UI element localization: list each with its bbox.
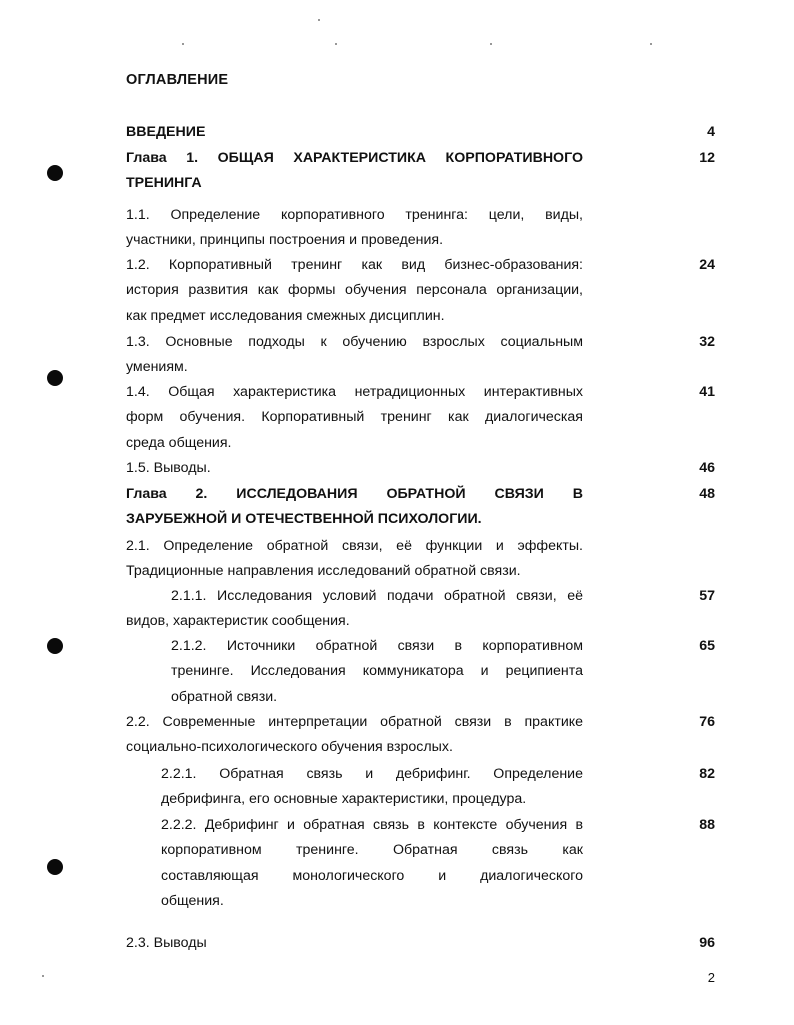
toc-entry [161,762,583,813]
toc-entry-text: история развития как формы обучения персонала организации, [126,282,583,299]
scan-speck [318,19,320,21]
toc-entry-text: 1.4. Общая характеристика нетрадиционных интерактивных [126,384,583,400]
toc-page-number: 24 [699,257,715,273]
toc-page-number: 4 [707,124,715,140]
toc-entry-text: видов, характеристик сообщения. [126,613,350,630]
toc-page-number: 82 [699,766,715,782]
toc-entry-text: форм обучения. Корпоративный тренинг как диалогическая [126,409,583,426]
toc-entry [126,380,583,456]
toc-entry-text: 1.5. Выводы. [126,460,211,476]
toc-entry-text: корпоративном тренинге. Обратная связь как [161,842,583,859]
toc-entry-text: тренинге. Исследования коммуникатора и реципиента [171,663,583,680]
punch-hole [47,638,63,654]
toc-entry-text: 1.2. Корпоративный тренинг как вид бизнес-образования: [126,257,583,273]
toc-page-number: 41 [699,384,715,400]
toc-entry-text: 2.1. Определение обратной связи, её функции и эффекты. [126,538,583,554]
toc-entry [126,931,583,956]
toc-entry [126,710,583,761]
punch-hole [47,370,63,386]
scan-speck [490,43,492,45]
toc-entry-text: Традиционные направления исследований обратной связи. [126,563,521,580]
toc-page-number: 48 [699,486,715,502]
toc-entry-text: составляющая монологического и диалогического [161,867,583,884]
toc-entry [126,330,583,381]
toc-entry [171,634,583,710]
punch-hole [47,859,63,875]
toc-entry [126,146,583,197]
scan-speck [182,43,184,45]
toc-entry-text: дебрифинга, его основные характеристики, процедура. [161,791,527,808]
toc-page-number: 46 [699,460,715,476]
toc-entry-text: обратной связи. [171,688,278,705]
toc-entry-text: среда общения. [126,434,232,451]
toc-entry-text: умениям. [126,359,188,376]
scan-speck [42,975,44,977]
toc-entry-text: Глава 2. ИССЛЕДОВАНИЯ ОБРАТНОЙ СВЯЗИ В [126,486,583,502]
toc-entry-text: 2.2.2. Дебрифинг и обратная связь в контексте обучения в [161,817,583,833]
toc-entry-text: 2.2. Современные интерпретации обратной связи в практике [126,714,583,730]
toc-entry-text: 2.2.1. Обратная связь и дебрифинг. Определение [161,766,583,782]
toc-entry [126,584,583,635]
toc-entry-text: участники, принципы построения и проведения. [126,232,444,249]
toc-entry-text: социально-психологического обучения взрослых. [126,739,453,756]
toc-entry-text: 2.1.2. Источники обратной связи в корпоративном [171,638,583,654]
toc-entry-text: общения. [161,893,224,910]
toc-entry [126,203,583,254]
toc-entry-text: 1.1. Определение корпоративного тренинга: цели, виды, [126,207,583,223]
toc-entry-text: Глава 1. ОБЩАЯ ХАРАКТЕРИСТИКА КОРПОРАТИВНОГО [126,150,583,166]
toc-page-number: 12 [699,150,715,166]
page-number-footer: 2 [707,970,715,985]
scan-speck [650,43,652,45]
toc-entry [161,813,583,915]
scan-speck [335,43,337,45]
toc-page-number: 88 [699,817,715,833]
toc-entry [126,534,583,585]
toc-entry [126,120,583,145]
toc-entry-text: 2.1.1. Исследования условий подачи обратной связи, её [171,588,583,604]
toc-page-number: 32 [699,334,715,350]
toc-page-number: 96 [699,935,715,951]
toc-entry-text: 1.3. Основные подходы к обучению взрослых социальным [126,334,583,350]
toc-page-number: 57 [699,588,715,604]
toc-entry [126,456,583,481]
toc-entry-text: ВВЕДЕНИЕ [126,124,206,140]
toc-entry-text: 2.3. Выводы [126,935,207,951]
punch-hole [47,165,63,181]
toc-entry [126,253,583,329]
toc-entry-text: ЗАРУБЕЖНОЙ И ОТЕЧЕСТВЕННОЙ ПСИХОЛОГИИ. [126,511,482,528]
toc-entry-text: ТРЕНИНГА [126,175,202,192]
page-title: ОГЛАВЛЕНИЕ [126,72,229,88]
toc-entry-text: как предмет исследования смежных дисциплин. [126,307,445,324]
toc-entry [126,482,583,533]
toc-page-number: 65 [699,638,715,654]
toc-page-number: 76 [699,714,715,730]
